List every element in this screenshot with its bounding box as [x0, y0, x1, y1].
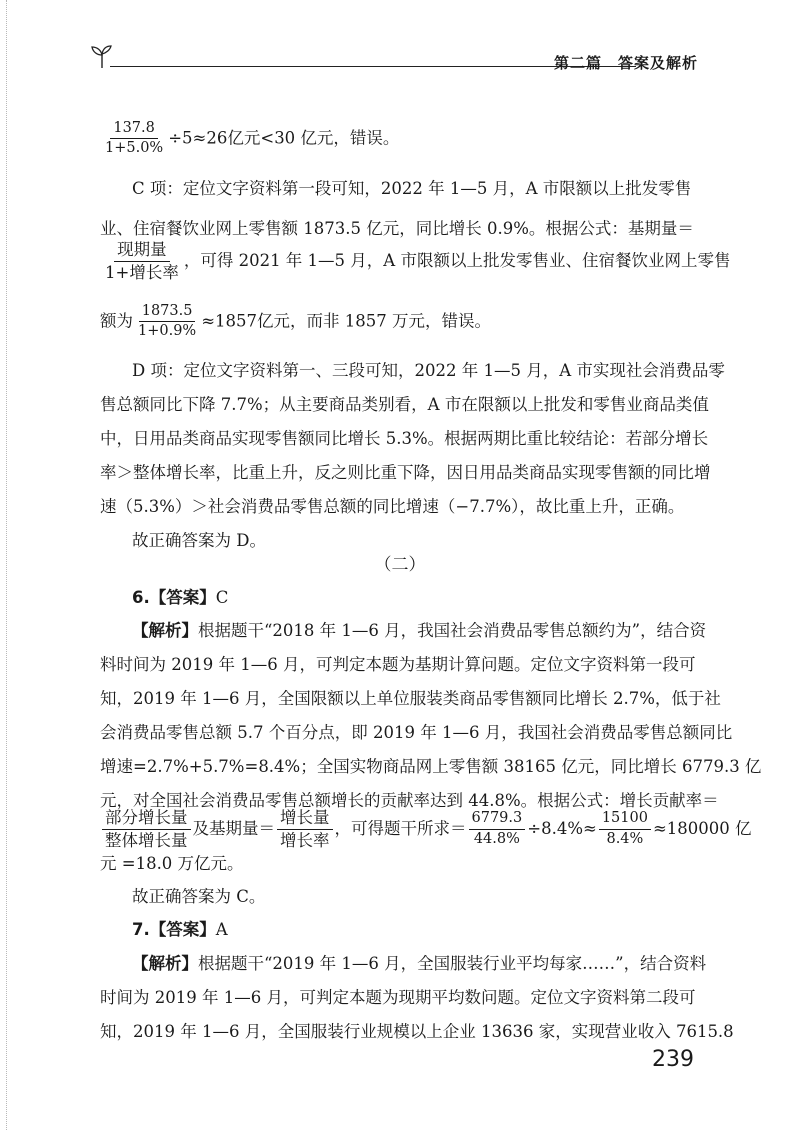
- line-23: 【解析】根据题干“2019 年 1—6 月，全国服装行业平均每家……”，结合资料: [132, 954, 707, 973]
- header-title: 第二篇 答案及解析: [553, 54, 698, 72]
- line-18: 元，对全国社会消费品零售总额增长的贡献率达到 44.8%。根据公式：增长贡献率＝: [100, 791, 719, 810]
- fraction: $\frac{1873.5}{1+0.9\%}$: [138, 303, 197, 340]
- page-number: 239: [652, 1047, 694, 1072]
- q6-answer: 6.【答案】C: [132, 588, 229, 607]
- line-10: 速（5.3%）＞社会消费品零售总额的同比增速（−7.7%），故比重上升，正确。: [100, 497, 685, 516]
- line-11: 故正确答案为 D。: [132, 531, 266, 550]
- line-17: 增速=2.7%+5.7%=8.4%；全国实物商品网上零售额 38165 亿元，同比增长 6779.3 亿: [100, 757, 762, 776]
- line-15: 知，2019 年 1—6 月，全国限额以上单位服装类商品零售额同比增长 2.7%，低于社: [100, 689, 721, 708]
- line-3: 业、住宿餐饮业网上零售额 1873.5 亿元，同比增长 0.9%。根据公式：基期量＝: [100, 219, 694, 238]
- line-16: 会消费品零售总额 5.7 个百分点，即 2019 年 1—6 月，我国社会消费品零售总额同比: [100, 723, 733, 742]
- line-9: 率＞整体增长率，比重上升，反之则比重下降，因日用品类商品实现零售额的同比增: [100, 463, 711, 482]
- line-7: 售总额同比下降 7.7%；从主要商品类别看，A 市在限额以上批发和零售业商品类值: [100, 395, 709, 414]
- fraction: $\frac{137.8}{1+5.0\%}$: [105, 120, 164, 157]
- fraction: $\frac{\text{现期量}}{\text{1+增长率}}$: [105, 240, 179, 282]
- q7-answer: 7.【答案】A: [132, 920, 228, 939]
- line-21: 故正确答案为 C。: [132, 887, 266, 906]
- line-20: 元 =18.0 万亿元。: [100, 854, 244, 873]
- line-2: C 项：定位文字资料第一段可知，2022 年 1—5 月，A 市限额以上批发零售: [132, 179, 692, 198]
- fraction: $\frac{\text{增长量}}{\text{增长率}}$: [277, 808, 333, 851]
- scan-edge-dots: [6, 0, 13, 1130]
- fraction: $\frac{6779.3}{44.8\%}$: [469, 810, 526, 848]
- line-19: $\frac{\text{部分增长量}}{\text{整体增长量}}$ 及基期量＝ $\frac{\text{增长量}}{\text{增长率}}$ ，可得题干所求＝ $\frac{6779.3}{44.8\%}$ ÷8.4%≈ $\frac{15100}{8.4\%}$ ≈180000 亿: [100, 808, 700, 851]
- line-24: 时间为 2019 年 1—6 月，可判定本题为现期平均数问题。定位文字资料第二段可: [100, 988, 696, 1007]
- line-8: 中，日用品类商品实现零售额同比增长 5.3%。根据两期比重比较结论：若部分增长: [100, 429, 709, 448]
- fraction: $\frac{\text{部分增长量}}{\text{整体增长量}}$: [102, 808, 191, 851]
- fraction: $\frac{15100}{8.4\%}$: [599, 810, 651, 848]
- line-4: $\frac{\text{现期量}}{\text{1+增长率}}$ ，可得 2021 年 1—5 月，A 市限额以上批发零售业、住宿餐饮业网上零售: [100, 240, 700, 283]
- line-13: 【解析】根据题干“2018 年 1—6 月，我国社会消费品零售总额约为”，结合资: [132, 621, 707, 640]
- line-1: $\frac{137.8}{1+5.0\%}$ ÷5≈26亿元<30 亿元，错误。: [100, 120, 700, 158]
- line-5: 额为 $\frac{1873.5}{1+0.9\%}$ ≈1857亿元，而非 1857 万元，错误。: [100, 303, 492, 340]
- line-14: 料时间为 2019 年 1—6 月，可判定本题为基期计算问题。定位文字资料第一段可: [100, 655, 696, 674]
- line-25: 知，2019 年 1—6 月，全国服装行业规模以上企业 13636 家，实现营业收入 7615.8: [100, 1022, 734, 1041]
- running-header: [88, 38, 708, 78]
- section-title: （二）: [374, 555, 426, 575]
- line-6: D 项：定位文字资料第一、三段可知，2022 年 1—5 月，A 市实现社会消费品零: [132, 361, 725, 380]
